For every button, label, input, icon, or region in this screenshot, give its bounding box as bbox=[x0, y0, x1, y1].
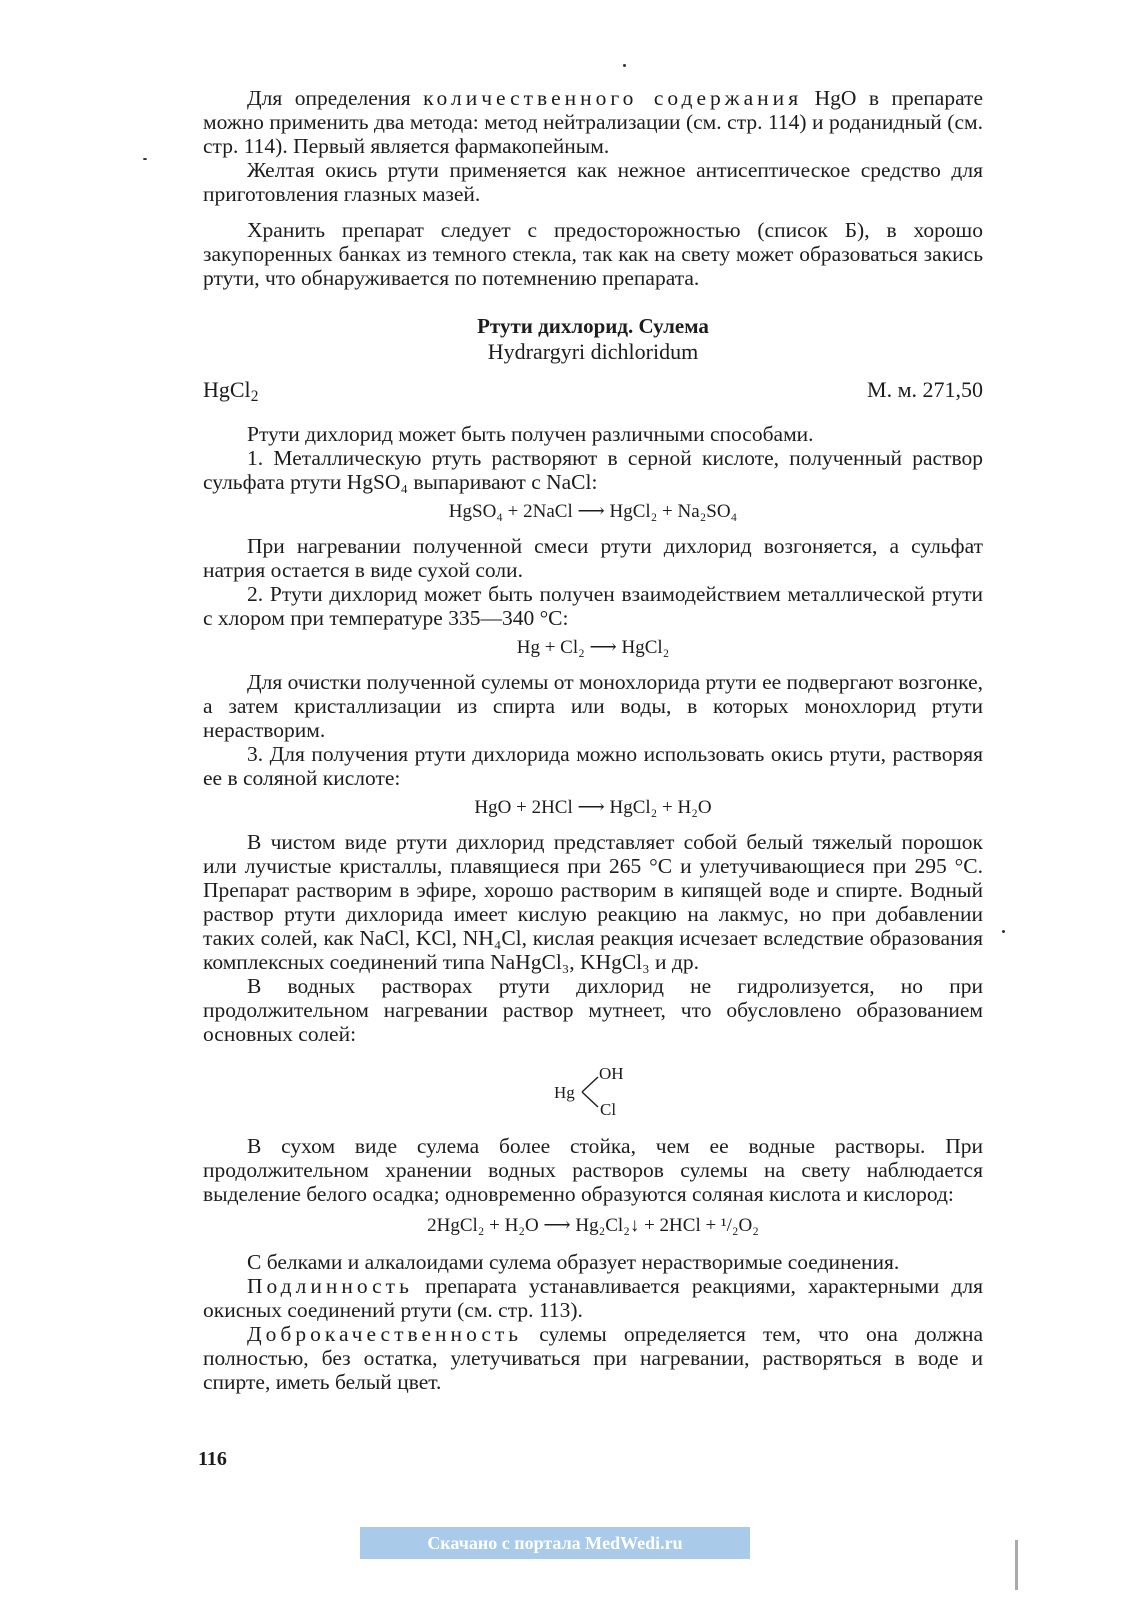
structural-formula bbox=[552, 1063, 642, 1121]
paragraph-proteins: С белками и алкалоидами сулема образует нерастворимые соединения. bbox=[247, 1250, 900, 1274]
paragraph-purification: Для очистки полученной сулемы от монохлорида ртути ее подвергают возгонке, а затем кристаллизации из спирта или воды, в которых монохлорид ртути нерастворим. bbox=[203, 670, 983, 742]
paragraph-method-2: 2. Ртути дихлорид может быть получен взаимодействием металлической ртути с хлором при температуре 335—340 °С: bbox=[203, 582, 983, 630]
struct-bond-lower bbox=[582, 1092, 598, 1107]
paragraph-properties: В чистом виде ртути дихлорид представляет собой белый тяжелый порошок или лучистые кристаллы, плавящиеся при 265 °С и улетучивающиеся при 295 °С. Препарат растворим в эфире, хорошо растворим в кипящей воде и спирте. Водный раствор ртути дихлорида имеет кислую реакцию на лакмус, но при добавлении таких солей, как NaCl, KCl, NH₄Cl, кислая реакция исчезает вследствие образования комплексных соединений типа NaHgCl₃, KHgCl₃ и др. bbox=[203, 830, 983, 974]
equation-4: 2HgCl₂ + H₂O ⟶ Hg₂Cl₂↓ + 2HCl + ¹/₂O₂ bbox=[427, 1215, 759, 1236]
paragraph-hydrolysis: В водных растворах ртути дихлорид не гидролизуется, но при продолжительном нагревании раствор мутнеет, что обусловлено образованием основных солей: bbox=[203, 974, 983, 1046]
chemical-formula: HgCl$_2$ bbox=[203, 377, 259, 405]
section-title: Ртути дихлорид. Сулема bbox=[477, 314, 709, 338]
watermark-banner: Скачано с портала MedWedi.ru bbox=[360, 1527, 750, 1559]
main-text-block bbox=[203, 422, 983, 1046]
struct-cl-label: Cl bbox=[600, 1100, 617, 1119]
paragraph-authenticity bbox=[203, 1274, 983, 1322]
section-header bbox=[203, 313, 983, 403]
paragraph-storage: Хранить препарат следует с предосторожностью (список Б), в хорошо закупоренных банках из темного стекла, так как на свету может образоваться закись ртути, что обнаруживается по потемнению препарата. bbox=[203, 218, 983, 290]
spaced-emphasis: Доброкачественность bbox=[247, 1322, 523, 1346]
spaced-emphasis: количественного содержания bbox=[423, 86, 803, 110]
spaced-emphasis: Подлинность bbox=[247, 1274, 413, 1298]
scan-speck bbox=[1002, 930, 1005, 933]
scan-edge-mark bbox=[1015, 1540, 1018, 1590]
text-run: сулемы определяется тем, что она должна полностью, без остатка, улетучиваться при нагревании, растворяться в воде и спирте, иметь белый цвет. bbox=[203, 1322, 983, 1394]
equation-2: Hg + Cl₂ ⟶ HgCl₂ bbox=[516, 637, 670, 658]
text-run: препарата устанавливается реакциями, характерными для окисных соединений ртути (см. стр. 113). bbox=[203, 1274, 983, 1322]
text-run: Для определения bbox=[247, 86, 424, 110]
equation-1: HgSO₄ + 2NaCl ⟶ HgCl₂ + Na₂SO₄ bbox=[448, 501, 738, 522]
paragraph-intro: Ртути дихлорид может быть получен различными способами. bbox=[247, 422, 814, 446]
paragraph-methods bbox=[203, 86, 983, 158]
struct-bond-upper bbox=[582, 1077, 598, 1092]
paragraph-heating: При нагревании полученной смеси ртути дихлорид возгоняется, а сульфат натрия остается в виде сухой соли. bbox=[203, 534, 983, 582]
formula-line bbox=[203, 377, 983, 403]
latin-name: Hydrargyri dichloridum bbox=[487, 339, 699, 364]
struct-hg-label: Hg bbox=[554, 1083, 575, 1102]
text-run: HgO в препарате можно применить два метода: метод нейтрализации (см. стр. 114) и роданидный (см. стр. 114). Первый является фармакопейным. bbox=[203, 86, 983, 158]
paragraph-stability: В сухом виде сулема более стойка, чем ее водные растворы. При продолжительном хранении водных растворов сулемы на свету наблюдается выделение белого осадка; одновременно образуются соляная кислота и кислород: bbox=[203, 1134, 983, 1206]
lower-text-block bbox=[203, 1134, 983, 1394]
paragraph-quality bbox=[203, 1322, 983, 1394]
page-number: 116 bbox=[198, 1448, 227, 1470]
molar-mass: М. м. 271,50 bbox=[867, 377, 983, 402]
scan-speck bbox=[623, 64, 626, 67]
struct-oh-label: OH bbox=[599, 1064, 624, 1083]
scan-speck bbox=[143, 158, 147, 160]
paragraph-method-1: 1. Металлическую ртуть растворяют в серной кислоте, полученный раствор сульфата ртути HgSO₄ выпаривают с NaCl: bbox=[203, 446, 983, 494]
paragraph-method-3: 3. Для получения ртути дихлорида можно использовать окись ртути, растворяя ее в соляной кислоте: bbox=[203, 742, 983, 790]
paragraph-usage: Желтая окись ртути применяется как нежное антисептическое средство для приготовления глазных мазей. bbox=[203, 158, 983, 206]
equation-3: HgO + 2HCl ⟶ HgCl₂ + H₂O bbox=[474, 797, 712, 818]
top-text-block bbox=[203, 86, 983, 290]
